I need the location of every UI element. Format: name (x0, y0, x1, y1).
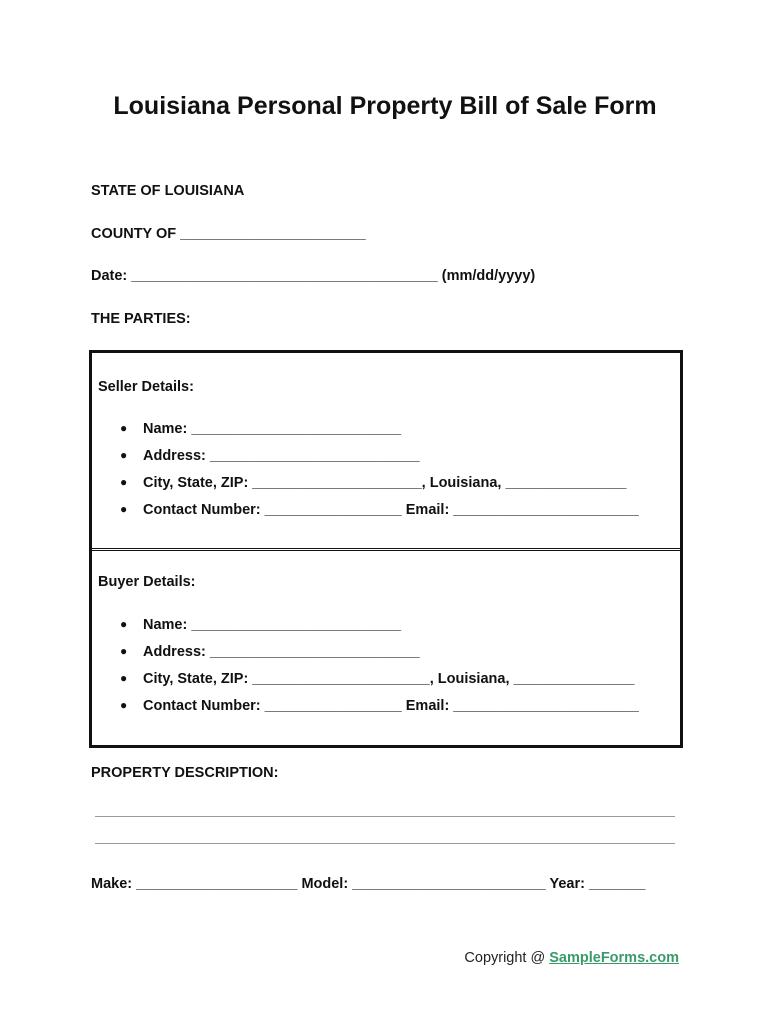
bullet-icon: ● (120, 698, 128, 712)
buyer-fields-list (92, 617, 639, 725)
list-item (92, 671, 639, 698)
seller-fields-list (92, 421, 639, 529)
bullet-icon: ● (120, 475, 128, 489)
buyer-city-field: City, State, ZIP: ______________________, Louisiana, _______________ (143, 671, 635, 687)
bullet-icon: ● (120, 644, 128, 658)
bullet-icon: ● (120, 617, 128, 631)
seller-details-box (89, 350, 683, 551)
parties-heading: THE PARTIES: (91, 311, 191, 327)
seller-address-field: Address: __________________________ (143, 448, 420, 464)
date-line: Date: ______________________________________ (mm/dd/yyyy) (91, 268, 536, 284)
list-item (92, 475, 639, 502)
list-item (92, 448, 639, 475)
bullet-icon: ● (120, 671, 128, 685)
copyright-notice (464, 950, 679, 966)
copyright-prefix: Copyright @ (464, 950, 550, 966)
buyer-details-heading: Buyer Details: (98, 574, 196, 590)
seller-contact-field: Contact Number: _________________ Email: _______________________ (143, 502, 639, 518)
buyer-name-field: Name: __________________________ (143, 617, 402, 633)
buyer-contact-field: Contact Number: _________________ Email: _______________________ (143, 698, 639, 714)
make-model-year-line: Make: ____________________ Model: ________________________ Year: _______ (91, 876, 646, 892)
bullet-icon: ● (120, 421, 128, 435)
form-title: Louisiana Personal Property Bill of Sale Form (113, 92, 657, 120)
buyer-address-field: Address: __________________________ (143, 644, 420, 660)
list-item (92, 644, 639, 671)
property-description-rule (95, 843, 675, 844)
seller-details-heading: Seller Details: (98, 379, 194, 395)
seller-city-field: City, State, ZIP: _____________________, Louisiana, _______________ (143, 475, 627, 491)
buyer-details-box (89, 548, 683, 748)
property-description-rule (95, 816, 675, 817)
brand-link[interactable]: SampleForms.com (549, 950, 679, 966)
list-item (92, 502, 639, 529)
list-item (92, 698, 639, 725)
county-line: COUNTY OF _______________________ (91, 226, 366, 242)
bullet-icon: ● (120, 448, 128, 462)
bullet-icon: ● (120, 502, 128, 516)
property-description-heading: PROPERTY DESCRIPTION: (91, 765, 279, 781)
state-line: STATE OF LOUISIANA (91, 183, 245, 199)
list-item (92, 421, 639, 448)
seller-name-field: Name: __________________________ (143, 421, 402, 437)
list-item (92, 617, 639, 644)
